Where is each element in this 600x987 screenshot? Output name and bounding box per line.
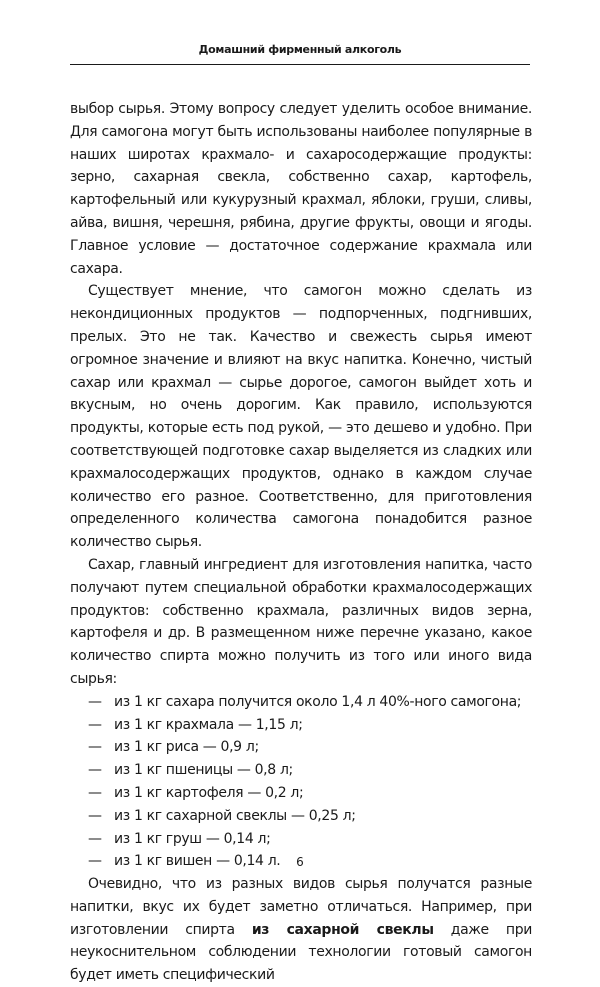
list-item bbox=[70, 714, 532, 737]
list-dash: — bbox=[88, 807, 102, 824]
list-dash: — bbox=[88, 762, 102, 779]
paragraph-4-text-end: даже при неукоснительном соблюдении технологии готовый самогон будет иметь специфический bbox=[70, 921, 533, 984]
list-item-text: из 1 кг сахарной свеклы — 0,25 л; bbox=[114, 807, 356, 824]
list-item bbox=[70, 691, 532, 714]
page-body bbox=[70, 98, 532, 987]
paragraph-4-text-start: Очевидно, что из разных видов сырья получатся разные напитки, вкус их будет заметно отличаться. Например, при изготовлении спирта bbox=[70, 876, 532, 938]
bold-phrase: из сахарной свеклы bbox=[251, 921, 434, 938]
list-item-text: из 1 кг вишен — 0,14 л. bbox=[114, 853, 281, 870]
header-rule bbox=[70, 64, 530, 65]
list-dash: — bbox=[88, 739, 102, 756]
list-dash: — bbox=[88, 853, 102, 870]
list-item-text: из 1 кг пшеницы — 0,8 л; bbox=[114, 762, 293, 779]
list-item-text: из 1 кг груш — 0,14 л; bbox=[114, 830, 271, 847]
list-item bbox=[70, 759, 532, 782]
list-item bbox=[70, 805, 532, 828]
yield-list bbox=[70, 691, 532, 873]
list-item-text: из 1 кг риса — 0,9 л; bbox=[114, 739, 259, 756]
list-item-text: из 1 кг сахара получится около 1,4 л 40%-ного самогона; bbox=[114, 693, 522, 710]
running-title: Домашний фирменный алкоголь bbox=[198, 43, 402, 56]
list-item bbox=[70, 828, 532, 851]
paragraph-3: Сахар, главный ингредиент для изготовления напитка, часто получают путем специальной обработки крахмалосодержащих продуктов: собственно крахмала, различных видов зерна, картофеля и др. В размещенном ниже перечне указано, какое количество спирта можно получить из того или иного вида сырья: bbox=[70, 556, 532, 687]
list-item-text: из 1 кг крахмала — 1,15 л; bbox=[114, 716, 303, 733]
list-dash: — bbox=[88, 784, 102, 801]
list-item-text: из 1 кг картофеля — 0,2 л; bbox=[114, 784, 304, 801]
list-dash: — bbox=[88, 693, 102, 710]
paragraph-4 bbox=[70, 873, 532, 987]
list-dash: — bbox=[88, 830, 102, 847]
list-item bbox=[70, 736, 532, 759]
list-dash: — bbox=[88, 716, 102, 733]
page-number: 6 bbox=[296, 855, 304, 869]
paragraph-1: выбор сырья. Этому вопросу следует уделить особое внимание. Для самогона могут быть использованы наиболее популярные в наших широтах крахмало- и сахаросодержащие продукты: зерно, сахарная свекла, собственно сахар, картофель, картофельный или кукурузный крахмал, яблоки, груши, сливы, айва, вишня, черешня, рябина, другие фрукты, овощи и ягоды. Главное условие — достаточное содержание крахмала или сахара. bbox=[70, 101, 532, 277]
list-item bbox=[70, 782, 532, 805]
paragraph-2: Существует мнение, что самогон можно сделать из некондиционных продуктов — подпорченных, подгнивших, прелых. Это не так. Качество и свежесть сырья имеют огромное значение и влияют на вкус напитка. Конечно, чистый сахар или крахмал — сырье дорогое, самогон выйдет хоть и вкусным, но очень дорогим. Как правило, используются продукты, которые есть под рукой, — это дешево и удобно. При соответствующей подготовке сахар выделяется из сладких или крахмалосодержащих продуктов, однако в каждом случае количество его разное. Соответственно, для приготовления определенного количества самогона понадобится разное количество сырья. bbox=[70, 283, 532, 551]
